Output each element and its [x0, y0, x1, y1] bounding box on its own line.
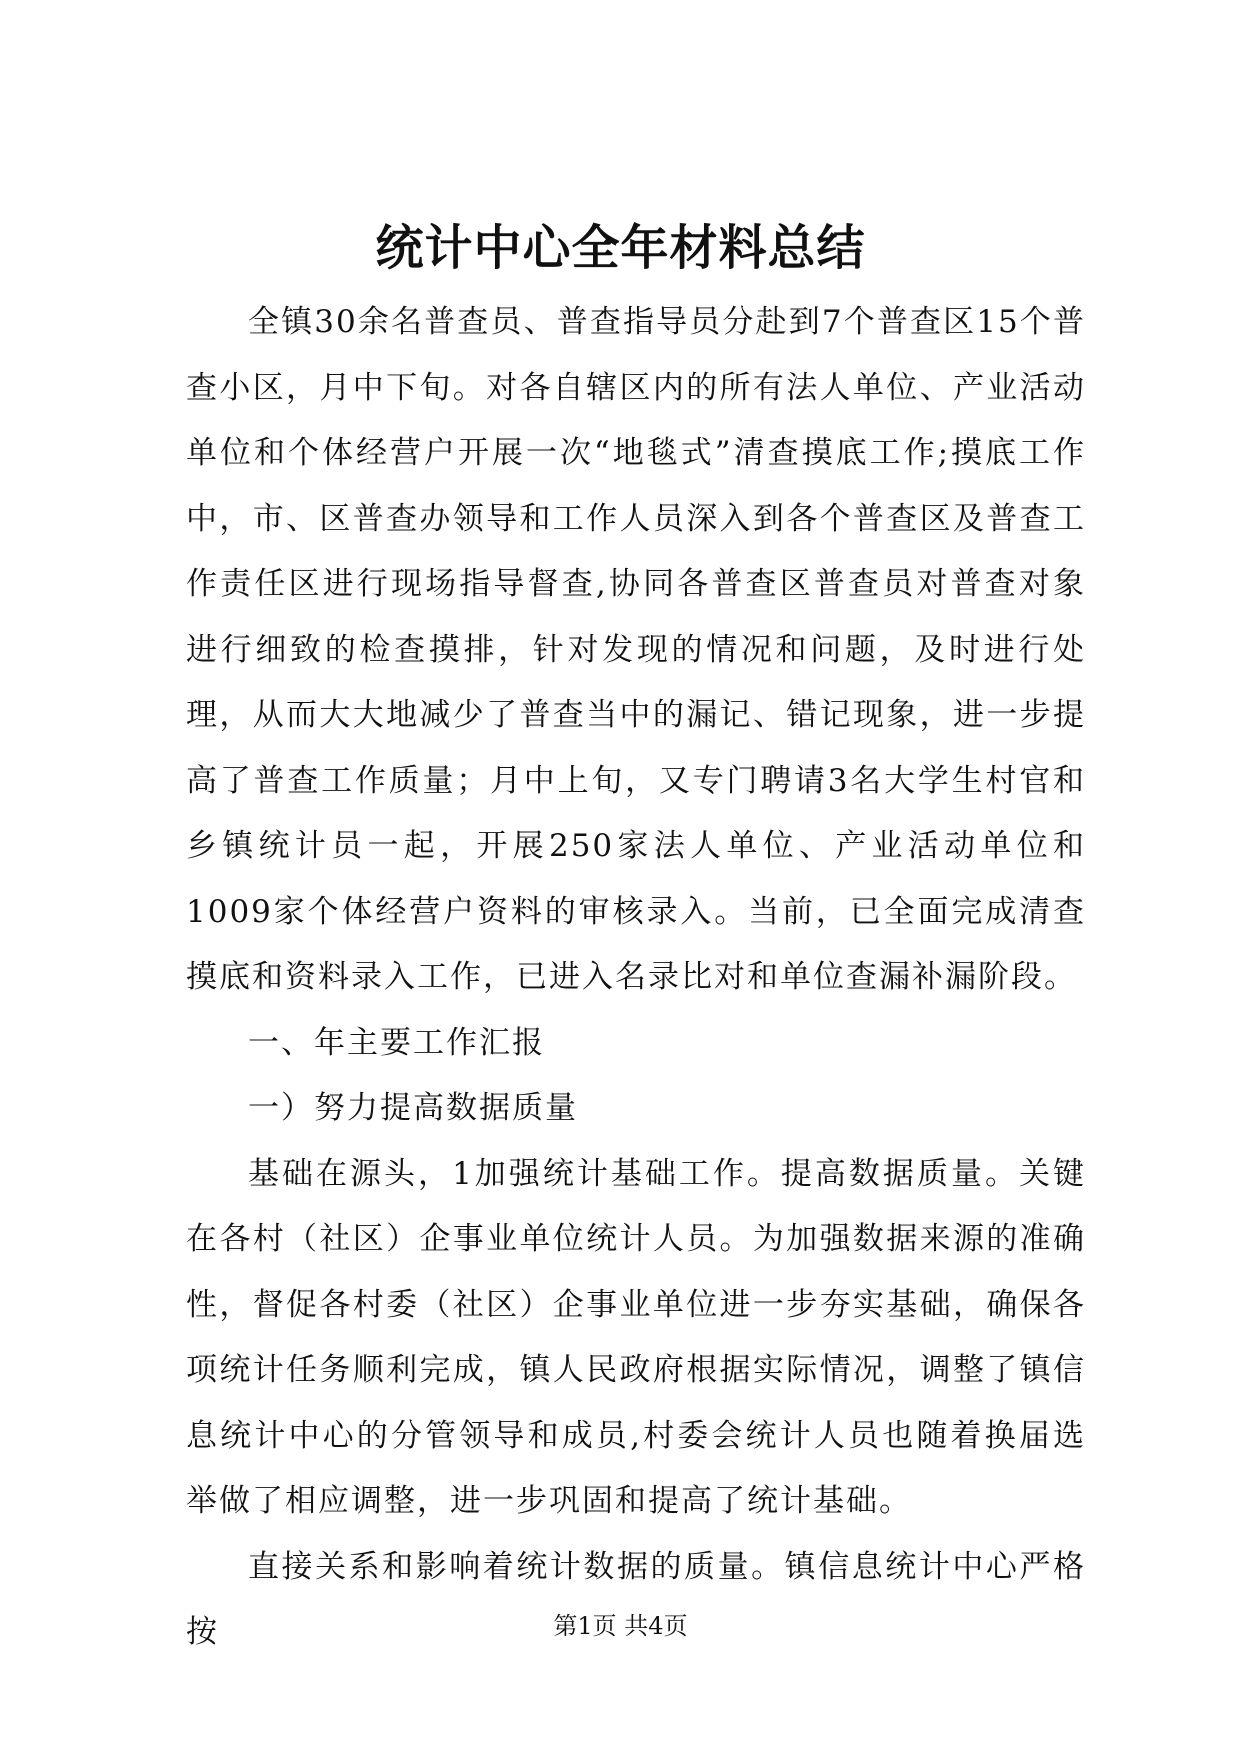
- document-body: [186, 290, 1086, 1666]
- paragraph-data-quality: 直接关系和影响着统计数据的质量。镇信息统计中心严格按: [186, 1548, 1086, 1650]
- page-number-footer: 第1页 共4页: [553, 1612, 688, 1640]
- paragraph-statistics-foundation: 基础在源头，1加强统计基础工作。提高数据质量。关键在各村（社区）企事业单位统计人员。为加强数据来源的准确性，督促各村委（社区）企事业单位进一步夯实基础，确保各项统计任务顺利完成，镇人民政府根据实际情况，调整了镇信息统计中心的分管领导和成员,村委会统计人员也随着换届选举做了相应调整，进一步巩固和提高了统计基础。: [186, 1155, 1086, 1519]
- subsection-heading-data-quality: 一）努力提高数据质量: [248, 1090, 578, 1126]
- paragraph-census-work: 全镇30余名普查员、普查指导员分赴到7个普查区15个普查小区，月中下旬。对各自辖区内的所有法人单位、产业活动单位和个体经营户开展一次“地毯式”清查摸底工作;摸底工作中，市、区普查办领导和工作人员深入到各个普查区及普查工作责任区进行现场指导督查,协同各普查区普查员对普查对象进行细致的检查摸排，针对发现的情况和问题，及时进行处理，从而大大地减少了普查当中的漏记、错记现象，进一步提高了普查工作质量；月中上旬，又专门聘请3名大学生村官和乡镇统计员一起，开展250家法人单位、产业活动单位和1009家个体经营户资料的审核录入。当前，已全面完成清查摸底和资料录入工作，已进入名录比对和单位查漏补漏阶段。: [186, 304, 1086, 995]
- section-heading-main-work: 一、年主要工作汇报: [248, 1024, 545, 1061]
- document-title: 统计中心全年材料总结: [375, 220, 866, 276]
